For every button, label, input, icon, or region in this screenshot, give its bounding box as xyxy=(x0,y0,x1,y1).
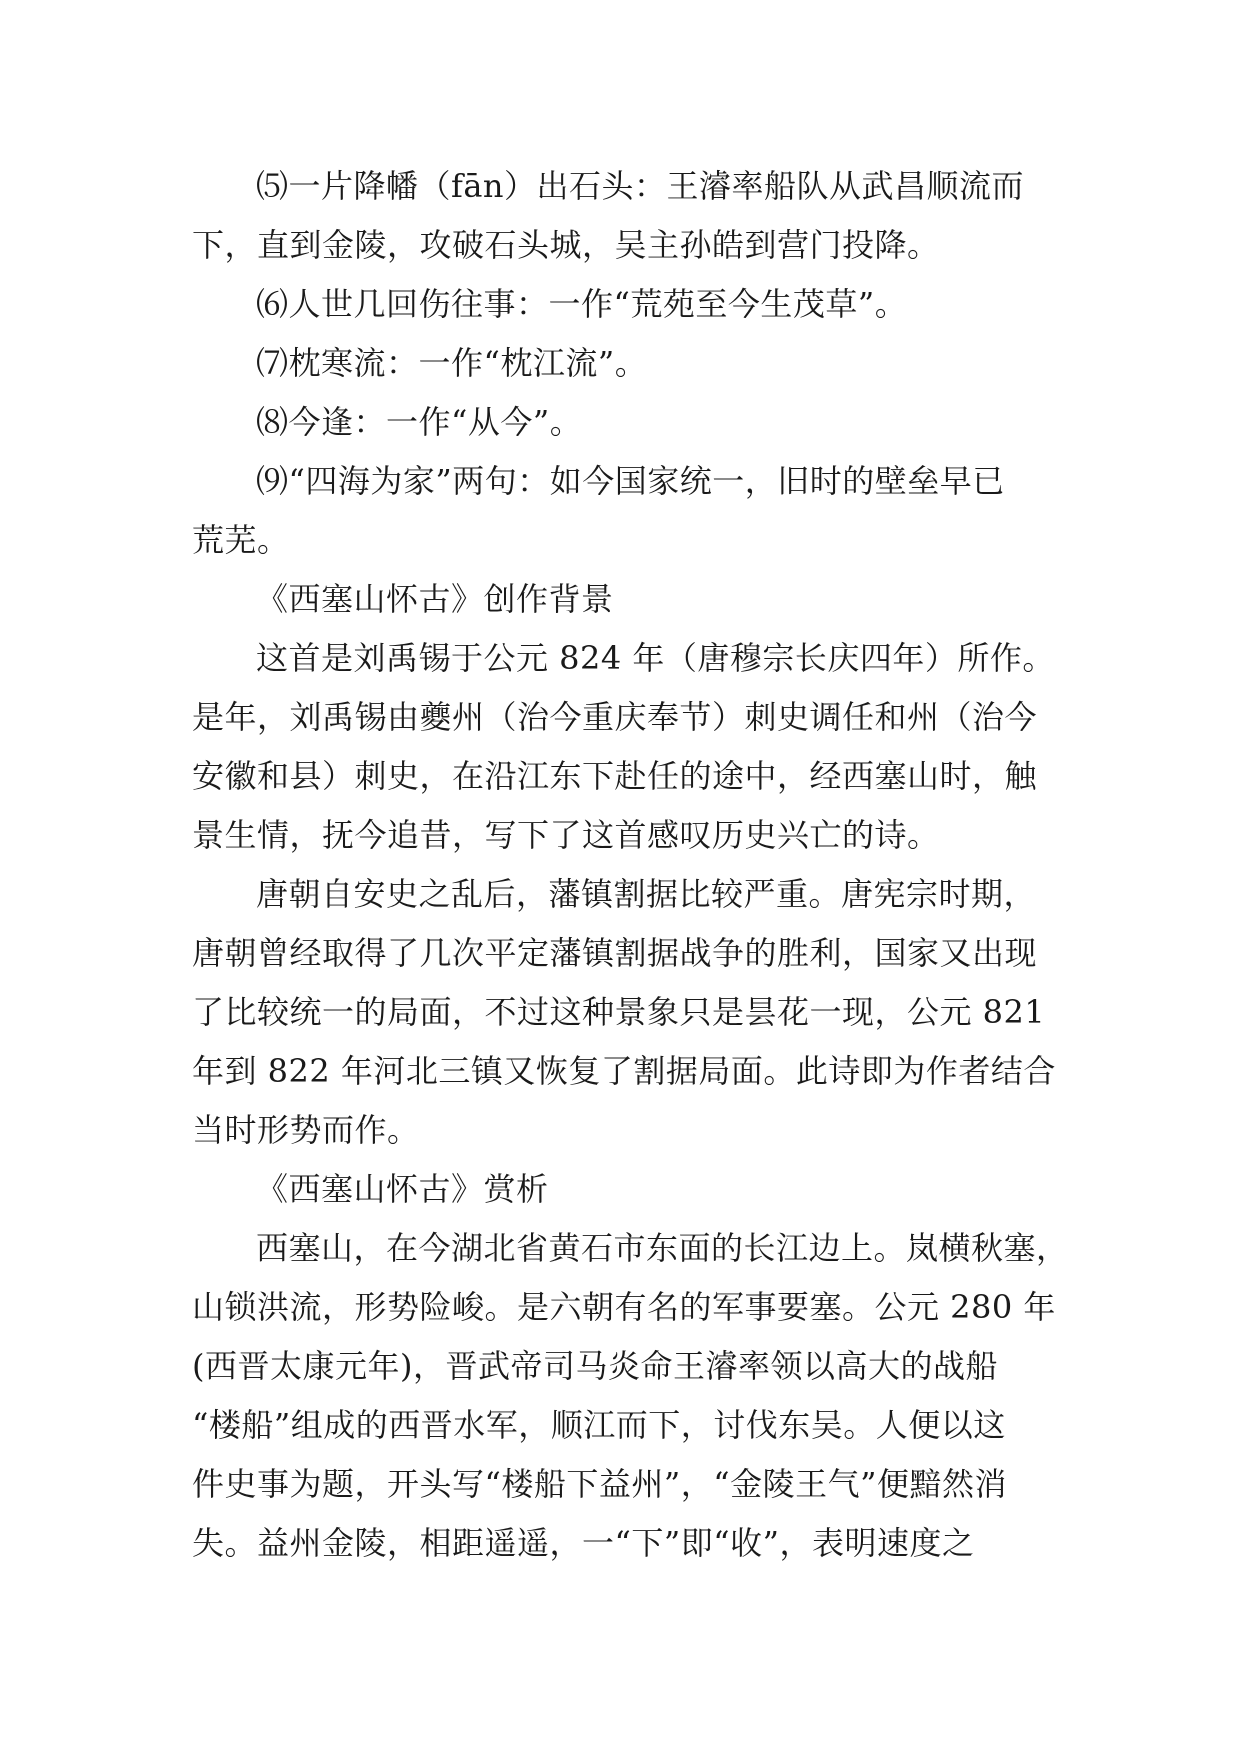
analysis-paragraph-line-2: 山锁洪流，形势险峻。是六朝有名的军事要塞。公元 280 年 xyxy=(192,1288,1056,1326)
note-8: ⑻今逢：一作“从今”。 xyxy=(256,403,583,441)
document-body xyxy=(192,157,1069,1573)
note-5-line-1: ⑸一片降幡（fān）出石头：王濬率船队从武昌顺流而 xyxy=(256,167,1025,205)
analysis-paragraph-line-4: “楼船”组成的西晋水军，顺江而下，讨伐东吴。人便以这 xyxy=(192,1406,1006,1444)
background-paragraph-1-line-3: 安徽和县）刺史，在沿江东下赴任的途中，经西塞山时，触 xyxy=(192,757,1038,795)
section-title-background: 《西塞山怀古》创作背景 xyxy=(256,580,614,618)
background-paragraph-1-line-2: 是年，刘禹锡由夔州（治今重庆奉节）刺史调任和州（治今 xyxy=(192,698,1038,736)
note-9-line-1: ⑼“四海为家”两句：如今国家统一，旧时的壁垒早已 xyxy=(256,462,1005,500)
note-9-line-2: 荒芜。 xyxy=(192,521,290,559)
background-paragraph-2-line-1: 唐朝自安史之乱后，藩镇割据比较严重。唐宪宗时期， xyxy=(256,875,1037,913)
note-6: ⑹人世几回伤往事：一作“荒苑至今生茂草”。 xyxy=(256,285,908,323)
note-5-line-2: 下，直到金陵，攻破石头城，吴主孙皓到营门投降。 xyxy=(192,226,940,264)
analysis-paragraph-line-3: (西晋太康元年)，晋武帝司马炎命王濬率领以高大的战船 xyxy=(192,1347,998,1385)
note-7: ⑺枕寒流：一作“枕江流”。 xyxy=(256,344,648,382)
background-paragraph-1-line-4: 景生情，抚今追昔，写下了这首感叹历史兴亡的诗。 xyxy=(192,816,940,854)
analysis-paragraph-line-1: 西塞山，在今湖北省黄石市东面的长江边上。岚横秋塞， xyxy=(256,1229,1069,1267)
section-title-analysis: 《西塞山怀古》赏析 xyxy=(256,1170,549,1208)
background-paragraph-1-line-1: 这首是刘禹锡于公元 824 年（唐穆宗长庆四年）所作。 xyxy=(256,639,1055,677)
background-paragraph-2-line-4: 年到 822 年河北三镇又恢复了割据局面。此诗即为作者结合 xyxy=(192,1052,1056,1090)
background-paragraph-2-line-3: 了比较统一的局面，不过这种景象只是昙花一现，公元 821 xyxy=(192,993,1046,1031)
analysis-paragraph-line-6: 失。益州金陵，相距遥遥，一“下”即“收”，表明速度之 xyxy=(192,1524,975,1562)
background-paragraph-2-line-5: 当时形势而作。 xyxy=(192,1111,420,1149)
analysis-paragraph-line-5: 件史事为题，开头写“楼船下益州”，“金陵王气”便黯然消 xyxy=(192,1465,1007,1503)
background-paragraph-2-line-2: 唐朝曾经取得了几次平定藩镇割据战争的胜利，国家又出现 xyxy=(192,934,1038,972)
